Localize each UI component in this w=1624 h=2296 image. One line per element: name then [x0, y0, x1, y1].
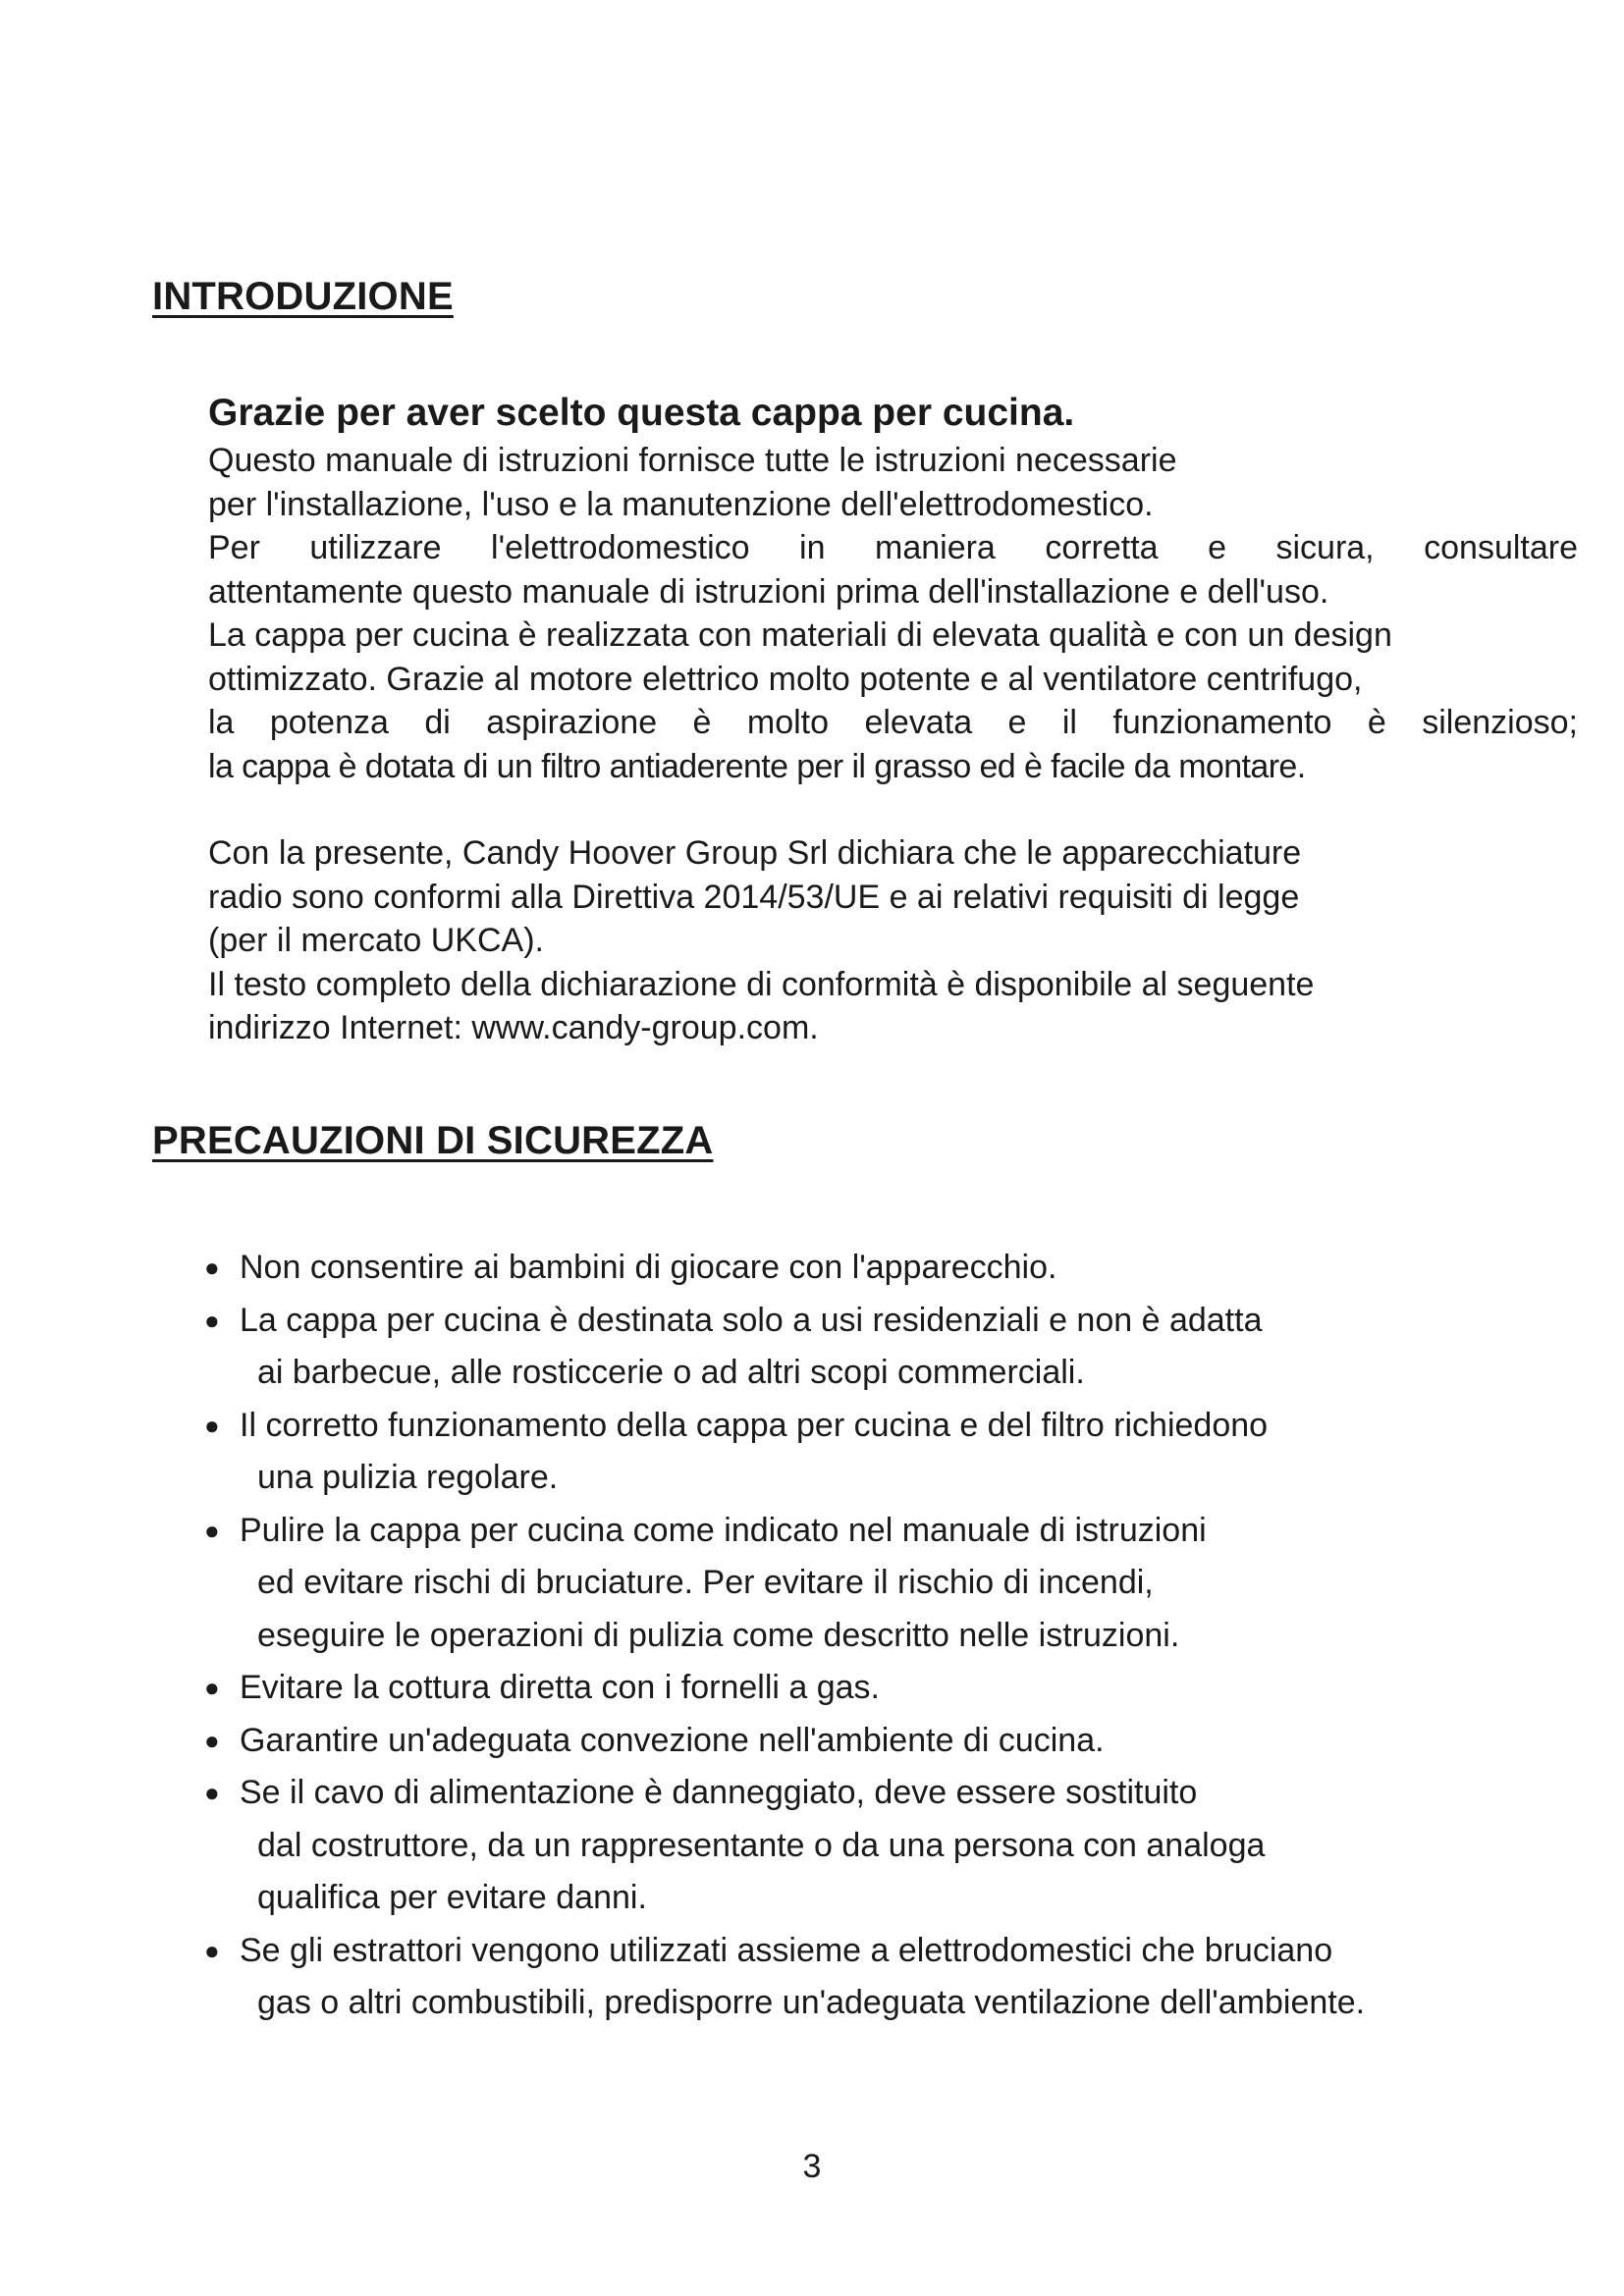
- safety-item-text: una pulizia regolare.: [257, 1459, 559, 1496]
- safety-item: [204, 1242, 1579, 1295]
- safety-item-text: Il corretto funzionamento della cappa per cucina e del filtro richiedono: [240, 1406, 1269, 1444]
- safety-item-text: Pulire la cappa per cucina come indicato nel manuale di istruzioni: [240, 1511, 1207, 1549]
- bullet-icon: ●: [204, 1305, 220, 1335]
- safety-item: [204, 1767, 1579, 1925]
- intro-line: per l'installazione, l'uso e la manutenzione dell'elettrodomestico.: [208, 485, 1154, 523]
- intro-line: la cappa è dotata di un filtro antiaderente per il grasso ed è facile da montare.: [208, 747, 1306, 785]
- bullet-icon: ●: [204, 1935, 220, 1965]
- intro-line: attentamente questo manuale di istruzioni prima dell'installazione e dell'uso.: [208, 572, 1329, 611]
- safety-item-text: Garantire un'adeguata convezione nell'ambiente di cucina.: [240, 1721, 1105, 1759]
- bullet-icon: ●: [204, 1253, 220, 1282]
- safety-item: [204, 1925, 1579, 2030]
- safety-item-text: ai barbecue, alle rosticcerie o ad altri scopi commerciali.: [257, 1354, 1085, 1391]
- intro-line: Il testo completo della dichiarazione di conformità è disponibile al seguente: [208, 965, 1315, 1003]
- intro-line: (per il mercato UKCA).: [208, 922, 544, 959]
- intro-line: indirizzo Internet: www.candy-group.com.: [208, 1009, 819, 1046]
- safety-item-text: ed evitare rischi di bruciature. Per evitare il rischio di incendi,: [257, 1564, 1154, 1601]
- safety-item-text: qualifica per evitare danni.: [257, 1879, 647, 1916]
- intro-line: Con la presente, Candy Hoover Group Srl dichiara che le apparecchiature: [208, 834, 1302, 872]
- bullet-icon: ●: [204, 1778, 220, 1807]
- safety-item: [204, 1505, 1579, 1663]
- safety-list: [204, 1242, 1579, 2030]
- safety-item-text: eseguire le operazioni di pulizia come descritto nelle istruzioni.: [257, 1616, 1180, 1654]
- safety-heading: PRECAUZIONI DI SICUREZZA: [152, 1119, 714, 1162]
- safety-item-text: dal costruttore, da un rappresentante o da una persona con analoga: [257, 1826, 1266, 1864]
- introduction-paragraph-2: [208, 831, 1578, 1050]
- intro-line: Per utilizzare l'elettrodomestico in maniera corretta e sicura, consultare: [208, 529, 1578, 566]
- safety-item: [204, 1715, 1579, 1768]
- safety-item-text: La cappa per cucina è destinata solo a usi residenziali e non è adatta: [240, 1301, 1263, 1339]
- bullet-icon: ●: [204, 1515, 220, 1545]
- introduction-heading: INTRODUZIONE: [152, 275, 454, 318]
- bullet-icon: ●: [204, 1725, 220, 1755]
- intro-line: La cappa per cucina è realizzata con materiali di elevata qualità e con un design: [208, 616, 1392, 654]
- safety-item-text: Non consentire ai bambini di giocare con l'apparecchio.: [240, 1249, 1057, 1286]
- page-number: 3: [802, 2148, 822, 2185]
- safety-item: [204, 1400, 1579, 1505]
- safety-item-text: gas o altri combustibili, predisporre un'adeguata ventilazione dell'ambiente.: [257, 1984, 1366, 2021]
- safety-item-text: Se gli estrattori vengono utilizzati assieme a elettrodomestici che bruciano: [240, 1931, 1333, 1969]
- safety-item-text: Evitare la cottura diretta con i fornelli a gas.: [240, 1669, 880, 1706]
- introduction-body: [208, 388, 1578, 1050]
- safety-item-text: Se il cavo di alimentazione è danneggiato, deve essere sostituito: [240, 1774, 1198, 1811]
- introduction-subtitle: Grazie per aver scelto questa cappa per cucina.: [208, 392, 1075, 434]
- intro-line: ottimizzato. Grazie al motore elettrico molto potente e al ventilatore centrifugo,: [208, 660, 1363, 698]
- intro-line: la potenza di aspirazione è molto elevata e il funzionamento è silenzioso;: [208, 704, 1578, 741]
- introduction-paragraph-1: [208, 439, 1578, 788]
- intro-line: radio sono conformi alla Direttiva 2014/53/UE e ai relativi requisiti di legge: [208, 878, 1300, 916]
- safety-item: [204, 1662, 1579, 1715]
- safety-item: [204, 1295, 1579, 1400]
- bullet-icon: ●: [204, 1410, 220, 1440]
- paragraph-spacer: [208, 788, 1578, 831]
- bullet-icon: ●: [204, 1673, 220, 1702]
- intro-line: Questo manuale di istruzioni fornisce tutte le istruzioni necessarie: [208, 442, 1177, 479]
